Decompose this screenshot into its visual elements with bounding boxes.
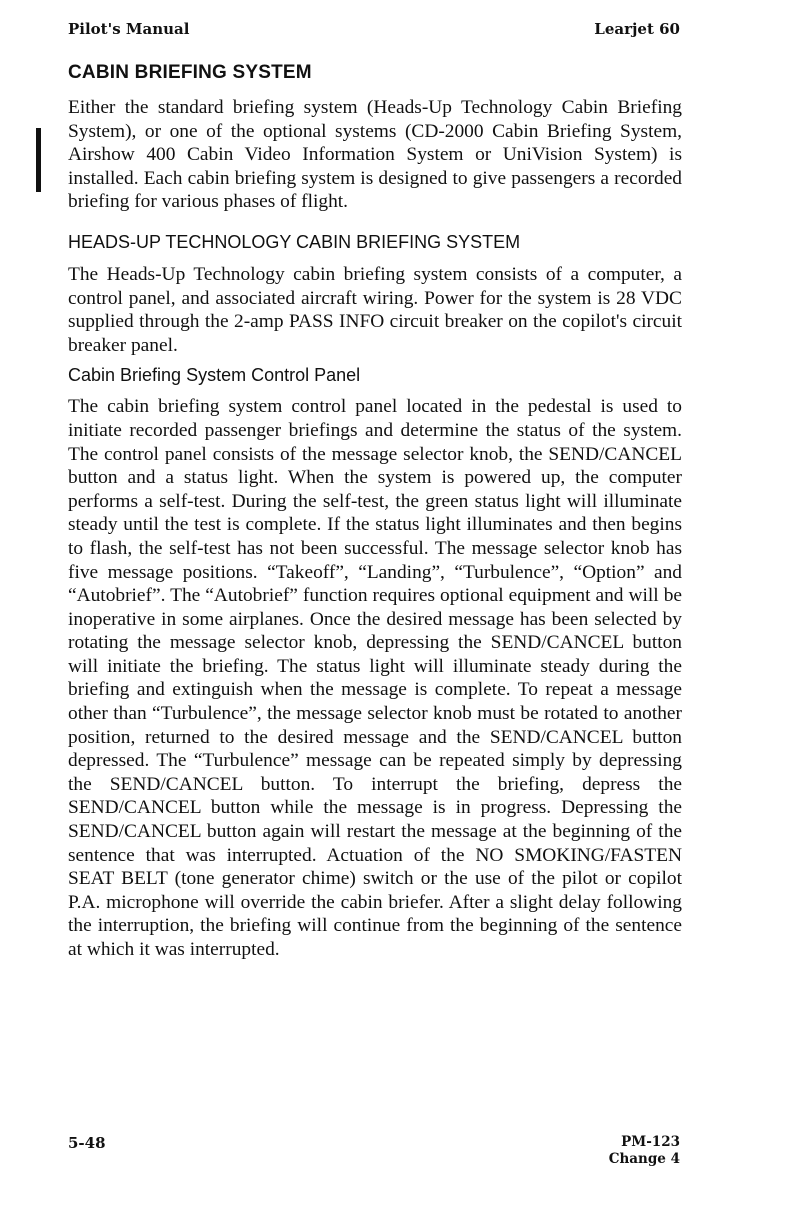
subsection-paragraph: The Heads-Up Technology cabin briefing system consists of a computer, a control panel, and associated aircraft wiring. Power for the system is 28 VDC supplied through the 2-amp PASS INFO circuit breaker on the copilot's circuit breaker panel.: [68, 263, 682, 356]
revision-change-bar: [36, 128, 41, 192]
control-panel-title: Cabin Briefing System Control Panel: [68, 365, 361, 386]
section-title: CABIN BRIEFING SYSTEM: [68, 62, 312, 83]
footer-doc-info: [609, 1134, 680, 1168]
change-number: Change 4: [608, 1151, 680, 1167]
subsection-title: HEADS-UP TECHNOLOGY CABIN BRIEFING SYSTEM: [68, 231, 521, 252]
page-number: 5-48: [68, 1134, 106, 1152]
header-aircraft: Learjet 60: [594, 20, 680, 38]
header-manual-title: Pilot's Manual: [68, 20, 190, 38]
document-number: PM-123: [621, 1134, 680, 1150]
page-content: [68, 62, 682, 962]
section-intro-paragraph: Either the standard briefing system (Heads-Up Technology Cabin Briefing System), or one of the optional systems (CD-2000 Cabin Briefing System, Airshow 400 Cabin Video Information System or UniVision System) is installed. Each cabin briefing system is designed to give passengers a recorded briefing for various phases of flight.: [68, 97, 682, 213]
control-panel-paragraph: The cabin briefing system control panel located in the pedestal is used to initiate recorded passenger briefings and determine the status of the system. The control panel consists of the message selector knob, the SEND/CANCEL button and a status light. When the system is powered up, the computer performs a self-test. During the self-test, the green status light will illuminate steady until the test is complete. If the status light illuminates and then begins to flash, the self-test has not been successful. The message selector knob has five message positions. “Takeoff”, “Landing”, “Turbulence”, “Option” and “Autobrief”. The “Autobrief” function requires optional equipment and will be inoperative in some airplanes. Once the desired message has been selected by rotating the message selector knob, depressing the SEND/CANCEL button will initiate the briefing. The status light will illuminate steady during the briefing and extinguish when the message is complete. To repeat a message other than “Turbulence”, the message selector knob must be rotated to another position, returned to the desired message and the SEND/CANCEL button depressed. The “Turbulence” message can be repeated simply by depressing the SEND/CANCEL button. To interrupt the briefing, depress the SEND/CANCEL button while the message is in progress. Depressing the SEND/CANCEL button again will restart the message at the beginning of the sentence that was interrupted. Actuation of the NO SMOKING/FASTEN SEAT BELT (tone generator chime) switch or the use of the pilot or copilot P.A. microphone will override the cabin briefer. After a slight delay following the interruption, the briefing will continue from the beginning of the sentence at which it was interrupted.: [68, 396, 682, 960]
